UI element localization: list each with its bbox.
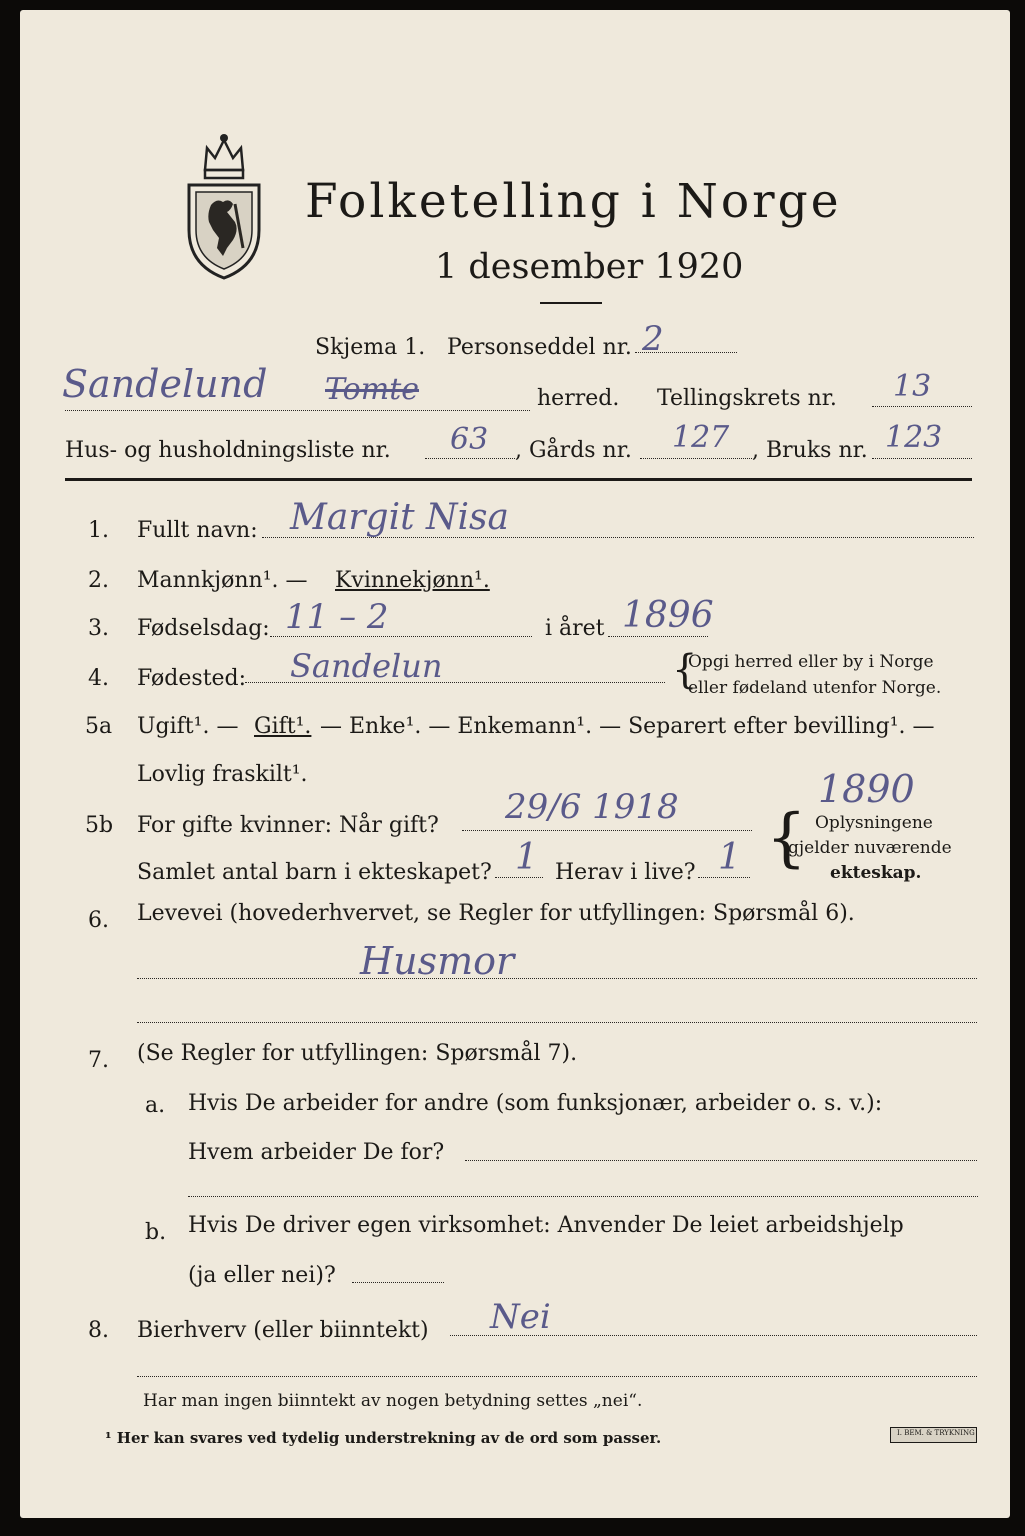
- q5b-note-1: Oplysningene: [815, 813, 933, 833]
- hus-value: 63: [450, 422, 489, 457]
- q5a-rest: — Enke¹. — Enkemann¹. — Separert efter bevilling¹. —: [320, 714, 935, 739]
- q5a-ugift: Ugift¹. —: [137, 714, 239, 739]
- bruks-label: , Bruks nr.: [752, 438, 868, 463]
- q1-value: Margit Nisa: [290, 497, 509, 538]
- q8-line-1: [450, 1335, 977, 1336]
- footer-note: Har man ingen biinntekt av nogen betydning settes „nei“.: [143, 1391, 643, 1411]
- q6-label: Levevei (hovederhvervet, se Regler for utfyllingen: Spørsmål 6).: [137, 901, 855, 926]
- q7a-number: a.: [145, 1093, 166, 1118]
- q3-year-value: 1896: [622, 595, 714, 636]
- q5b-live-line: [698, 877, 750, 878]
- title-divider: [540, 302, 602, 304]
- q7-number: 7.: [88, 1048, 109, 1073]
- q8-line-2: [137, 1376, 977, 1377]
- q2-kvinne: Kvinnekjønn¹.: [335, 568, 490, 593]
- gards-line: [640, 458, 752, 459]
- hus-label: Hus- og husholdningsliste nr.: [65, 438, 391, 463]
- bruks-line: [872, 458, 972, 459]
- q7a-line-1: [465, 1160, 977, 1161]
- q5b-number: 5b: [85, 813, 114, 838]
- q5b-barn-label: Samlet antal barn i ekteskapet?: [137, 860, 492, 885]
- herred-label: herred.: [537, 386, 620, 411]
- q4-label: Fødested:: [137, 666, 247, 691]
- printer-stamp-text: I. BEM. & TRYKNING: [897, 1429, 975, 1437]
- personseddel-line: [635, 352, 737, 353]
- q1-label: Fullt navn:: [137, 518, 258, 543]
- q7b-label: Hvis De driver egen virksomhet: Anvender De leiet arbeidshjelp: [188, 1213, 904, 1238]
- q5b-value: 29/6 1918: [505, 787, 679, 827]
- q5b-barn-value: 1: [515, 837, 538, 878]
- q5a-number: 5a: [85, 714, 113, 739]
- tellingskrets-line: [872, 406, 972, 407]
- q5b-extra: 1890: [818, 767, 915, 811]
- q6-number: 6.: [88, 908, 109, 933]
- q8-label: Bierhverv (eller biinntekt): [137, 1318, 429, 1343]
- q2-number: 2.: [88, 568, 109, 593]
- footnote: ¹ Her kan svares ved tydelig understrekning av de ord som passer.: [105, 1429, 662, 1447]
- q7-label: (Se Regler for utfyllingen: Spørsmål 7).: [137, 1041, 578, 1066]
- personseddel-label: Personseddel nr.: [447, 335, 632, 360]
- q5b-note-3: ekteskap.: [830, 863, 922, 883]
- personseddel-value: 2: [642, 319, 664, 359]
- q7b-number: b.: [145, 1220, 167, 1245]
- q5a-line2: Lovlig fraskilt¹.: [137, 762, 308, 787]
- q4-note-1: Opgi herred eller by i Norge: [688, 652, 934, 672]
- q8-number: 8.: [88, 1318, 109, 1343]
- q7b-line: [352, 1282, 444, 1283]
- q4-line: [245, 682, 665, 683]
- gards-label: , Gårds nr.: [515, 438, 632, 463]
- hus-line: [425, 458, 515, 459]
- gards-value: 127: [672, 420, 730, 455]
- bruks-value: 123: [885, 420, 943, 455]
- q5b-note-2: gjelder nuværende: [788, 838, 952, 858]
- q3-value: 11 – 2: [285, 597, 389, 637]
- q3-year-label: i året: [545, 616, 605, 641]
- q7a-label2: Hvem arbeider De for?: [188, 1140, 445, 1165]
- census-date: 1 desember 1920: [435, 247, 744, 287]
- q5b-line: [462, 830, 752, 831]
- norwegian-coat-of-arms-icon: [183, 130, 265, 280]
- header-divider: [65, 478, 972, 481]
- q5b-barn-line: [495, 877, 543, 878]
- q7a-label: Hvis De arbeider for andre (som funksjonær, arbeider o. s. v.):: [188, 1091, 883, 1116]
- q6-value: Husmor: [360, 939, 515, 983]
- q4-number: 4.: [88, 666, 109, 691]
- form-title: Folketelling i Norge: [305, 174, 842, 229]
- printer-stamp: [890, 1427, 977, 1443]
- tellingskrets-value: 13: [893, 369, 932, 404]
- skjema-label: Skjema 1.: [315, 335, 426, 360]
- q1-number: 1.: [88, 518, 109, 543]
- herred-struck-value: Tomte: [325, 372, 419, 407]
- q7b-label2: (ja eller nei)?: [188, 1263, 336, 1288]
- herred-line: [65, 410, 530, 411]
- q5b-live-value: 1: [718, 837, 741, 878]
- q4-value: Sandelun: [290, 647, 443, 685]
- herred-value: Sandelund: [62, 362, 268, 406]
- q7a-line-2: [188, 1196, 978, 1197]
- q5b-label: For gifte kvinner: Når gift?: [137, 813, 439, 838]
- q4-bracket: {: [672, 647, 698, 693]
- q2-mann: Mannkjønn¹. —: [137, 568, 308, 593]
- q1-line: [262, 537, 974, 538]
- q6-line-2: [137, 1022, 977, 1023]
- q3-label: Fødselsdag:: [137, 616, 270, 641]
- q8-value: Nei: [490, 1297, 551, 1337]
- q6-line-1: [137, 978, 977, 979]
- q3-line: [270, 636, 532, 637]
- q4-note-2: eller fødeland utenfor Norge.: [688, 678, 942, 698]
- q5b-bracket: {: [766, 801, 807, 875]
- q3-number: 3.: [88, 616, 109, 641]
- q5b-live-label: Herav i live?: [555, 860, 696, 885]
- q3-year-line: [608, 636, 708, 637]
- tellingskrets-label: Tellingskrets nr.: [657, 386, 837, 411]
- q5a-gift: Gift¹.: [254, 714, 312, 739]
